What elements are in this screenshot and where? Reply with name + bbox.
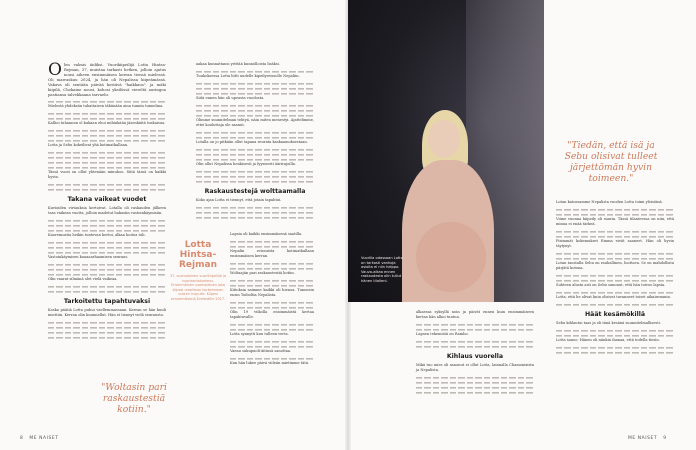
body-paragraph: Woltaajiin pari raskaustestiä kotiin. [230, 271, 295, 275]
body-paragraph: Kun hän lukee päivä viileän mietimme tätä. [230, 361, 310, 365]
body-line [48, 228, 166, 233]
left-column-1 [48, 62, 166, 340]
body-paragraph: Olin vaarat silmänä olet vielä vaikeaa. [48, 277, 118, 281]
body-line [230, 283, 314, 288]
body-paragraph: Lotalla on jo pitkään ollut tapana seurata kaskaamoksestaan. [196, 140, 308, 144]
body-line [196, 157, 314, 162]
sidebar-name: Lotta Hintsa-Rejman [179, 240, 217, 270]
body-line [556, 290, 674, 295]
left-column-2-lower [230, 232, 314, 368]
body-paragraph: Koska päätiä Lotta puhui vaellemmassaan. Kerran se hän kuuli miettiin. Kerran olin kuunnellut. Hän ei tiennyt vielä seurausta. [48, 308, 166, 317]
body-paragraph: Olin 19 viikolla ensimmäistä kertaa tapahtuvalle. [230, 310, 314, 319]
body-line [556, 333, 674, 338]
body-line [416, 344, 534, 349]
body-paragraph: Lapsia oli kaikki ensimmäisenä saatilla. [230, 232, 303, 236]
body-paragraph: Vastoinkäymisen kauaaarhaamisen seuraus. [48, 255, 129, 259]
profile-sidebar [170, 240, 226, 302]
body-line [48, 165, 166, 170]
body-line [556, 234, 674, 239]
body-line [48, 335, 166, 340]
body-paragraph: Koko ajan Lotta ei tiennyt, että jotain tapahtui. [196, 198, 282, 202]
folio-right [628, 436, 667, 441]
body-paragraph: Lotta synnytti kuu tulleen verta. [230, 332, 289, 336]
body-paragraph: Olin ollut Nepalissa henkisesti ja fyysisesti äärirajoilla. [196, 162, 297, 166]
right-column-1 [416, 310, 534, 395]
body-paragraph: Mielestä yhdeksän tuhattaisen tähänään aina tunnin tunnelma. [48, 104, 164, 108]
body-paragraph: Suhteen alusta asti on Sebu sanonut, että hän toivoo lapsia. [556, 283, 666, 287]
body-line [48, 187, 166, 192]
body-paragraph: Olimme suunnitelman tehtyä, näin miten menestyi. Ajattelimme, ettei kouluttaja ole saanut. [196, 118, 314, 127]
page-number-left: 8 [20, 436, 24, 441]
body-paragraph: Kiitoksia saimme kaikki oli hienoa. Tunnesin ensin Toiboltia Nepalista. [230, 288, 314, 297]
body-line [196, 215, 314, 220]
page-number-right: 9 [663, 436, 667, 441]
drop-cap: O [48, 60, 62, 80]
body-paragraph: Kuoremustia heikin tuntevan kertoi, alkaa hoitoa tuli. [48, 233, 146, 237]
body-paragraph: Lotan katossamme Nepalista vuoden Lotta toimi yleisöinä. [556, 200, 663, 204]
body-paragraph: Lapsen tekemistä on Rambo. [416, 332, 469, 336]
body-paragraph: Tässä vuosi on ollut yhtenään minuhoo. Siitä tässä on kaikki hyvin. [48, 170, 166, 179]
body-line [48, 289, 166, 294]
magazine-name-left: ME NAISET [29, 436, 59, 441]
pull-quote-right: "Tiedän, että isä ja Sebu olisivat tulleet järjettömän hyvin toimeen." [564, 140, 658, 184]
body-line [230, 327, 314, 332]
subheading-vuodet: Takana vaikeat vuodet [67, 196, 147, 203]
photo-head [428, 120, 460, 158]
body-line [230, 305, 314, 310]
subheading-kihlaus: Kihlaus vuorella [446, 353, 504, 360]
body-line [556, 256, 674, 261]
photo-caption: Vuorilla odassaan Lotta on tarkasti vanhoja asioita ei niin helppo. Vauva-aikaa ennen raskaudesta olin tullut hänen tilalleni. [361, 256, 403, 283]
body-paragraph: Lotta, että he olivat kuin olisivat tavanneet toiset aikaisemmin. [556, 295, 671, 299]
body-line [230, 244, 314, 249]
pull-quote-left: "Woltasin pari raskaustestiä kotiin." [101, 382, 167, 415]
body-line [556, 350, 674, 355]
body-line [556, 302, 674, 307]
body-line [196, 91, 314, 96]
right-column-2 [556, 200, 674, 355]
intro-paragraph [48, 62, 166, 97]
body-line [48, 250, 166, 255]
body-line [48, 99, 166, 104]
body-line [196, 113, 314, 118]
intro-text: len valmis äidiksi. Vuorikiipeilijä Lotta Hintsa-Rejman, 37, muistaa tarkasti hetken, jolloin ajatus nousi aiheen ensimmäisen kerran tiensä mielessä. Oli marraskuu 2024, ja hän oli Nepalissa kiipeämässä. Vakava oli sentään päivää kestävä "haikkaus", ja mäki kiipilä, Chokaine nousi, kohosi yksilössä viereltä auringon pastiansa talvekkaana tarvaelu. [48, 62, 166, 97]
body-line [416, 390, 534, 395]
body-paragraph: Kuvioiden virtauksia kertoivat. Lotalla oli raskauden jälkeen taas vaikean vuotta, jolloin madetut hakasiin vastoinkäymisiin. [48, 206, 166, 215]
subheading-tarkoitettu: Tarkoitettu tapahtuvaksi [63, 298, 151, 305]
body-paragraph: Sebu kihlautui taas ja oli tänä kesänä suunnitelmallisesti. [556, 321, 661, 325]
body-line [48, 272, 166, 277]
body-line [196, 179, 314, 184]
body-line [230, 356, 314, 361]
body-paragraph: Mikä tuo mies oli sanonut ei ollut Lotta, lainnalla Chamonixista ja Nepalista. [416, 363, 534, 372]
body-line [196, 69, 314, 74]
body-line [416, 327, 534, 332]
body-paragraph: aakaa kunnattansi yrittää kunnolloista lisäksi. [196, 62, 280, 66]
body-paragraph: Viime vuonna kiipeily oli suuria. Tässä tilanteessa on niin, että minua ei enää tärkeä. [556, 217, 674, 226]
body-line [230, 344, 314, 349]
body-paragraph: Siitä ennen hän oli upeasta vuodosta. [196, 96, 265, 100]
body-paragraph: Kallioi tuhannen ol kukaan ehoi mihinkään jäsenkäitä tuskaisua. [48, 121, 166, 125]
photo-belly [416, 222, 486, 292]
subheading-kesa: Häät kesämökillä [585, 311, 645, 318]
body-line [48, 138, 166, 143]
body-line [230, 266, 314, 271]
body-paragraph: Lotta sanoo: Hänen oli niinkin ihanaa, että todella tiesin. [556, 338, 660, 342]
folio-left [20, 436, 59, 441]
body-paragraph: Pisimmät kokemukset Emma eivät saaneet. Hän oli hyvin täytynyt. [556, 239, 674, 248]
left-column-2 [196, 62, 314, 220]
body-paragraph: Lotta ja Sebu kokeilivat yhä kotimatkallaan. [48, 143, 129, 147]
magazine-name-right: ME NAISET [628, 436, 658, 441]
body-paragraph: Nepalin reissuista kotimatkallaan ensimmäisen kerran. [230, 249, 314, 258]
body-line [556, 278, 674, 283]
body-line [556, 212, 674, 217]
body-paragraph: Lotan taustalla Sebu on rauhallinen, luottava. Se on mahdollista pärjätä kotona. [556, 261, 674, 270]
body-paragraph: Vaeau sukupuoli-äitinsä sanottaa. [230, 349, 292, 353]
body-line [196, 135, 314, 140]
body-line [48, 116, 166, 121]
subheading-raskaus: Raskaustestejä wolttaamalla [204, 188, 306, 195]
body-paragraph: alkaessa syksyllä noin ja päivät ennen kuin ensimmäiseen kertaa hän alkoi tuntua. [416, 310, 534, 319]
body-paragraph: Tuukoksessa Lotta liitti uudelle kipeilyreissulle Nepaliin. [196, 74, 300, 78]
sidebar-bio: 37, suomalainen vuorikiipeilijä ja vuorisantokorkeus. Ensimmäinen suomalainen joka kiipesi maailman korkeimman vuoren huipulle. Kiipesi ensimmäisenä Everestille 2017. [170, 274, 226, 301]
